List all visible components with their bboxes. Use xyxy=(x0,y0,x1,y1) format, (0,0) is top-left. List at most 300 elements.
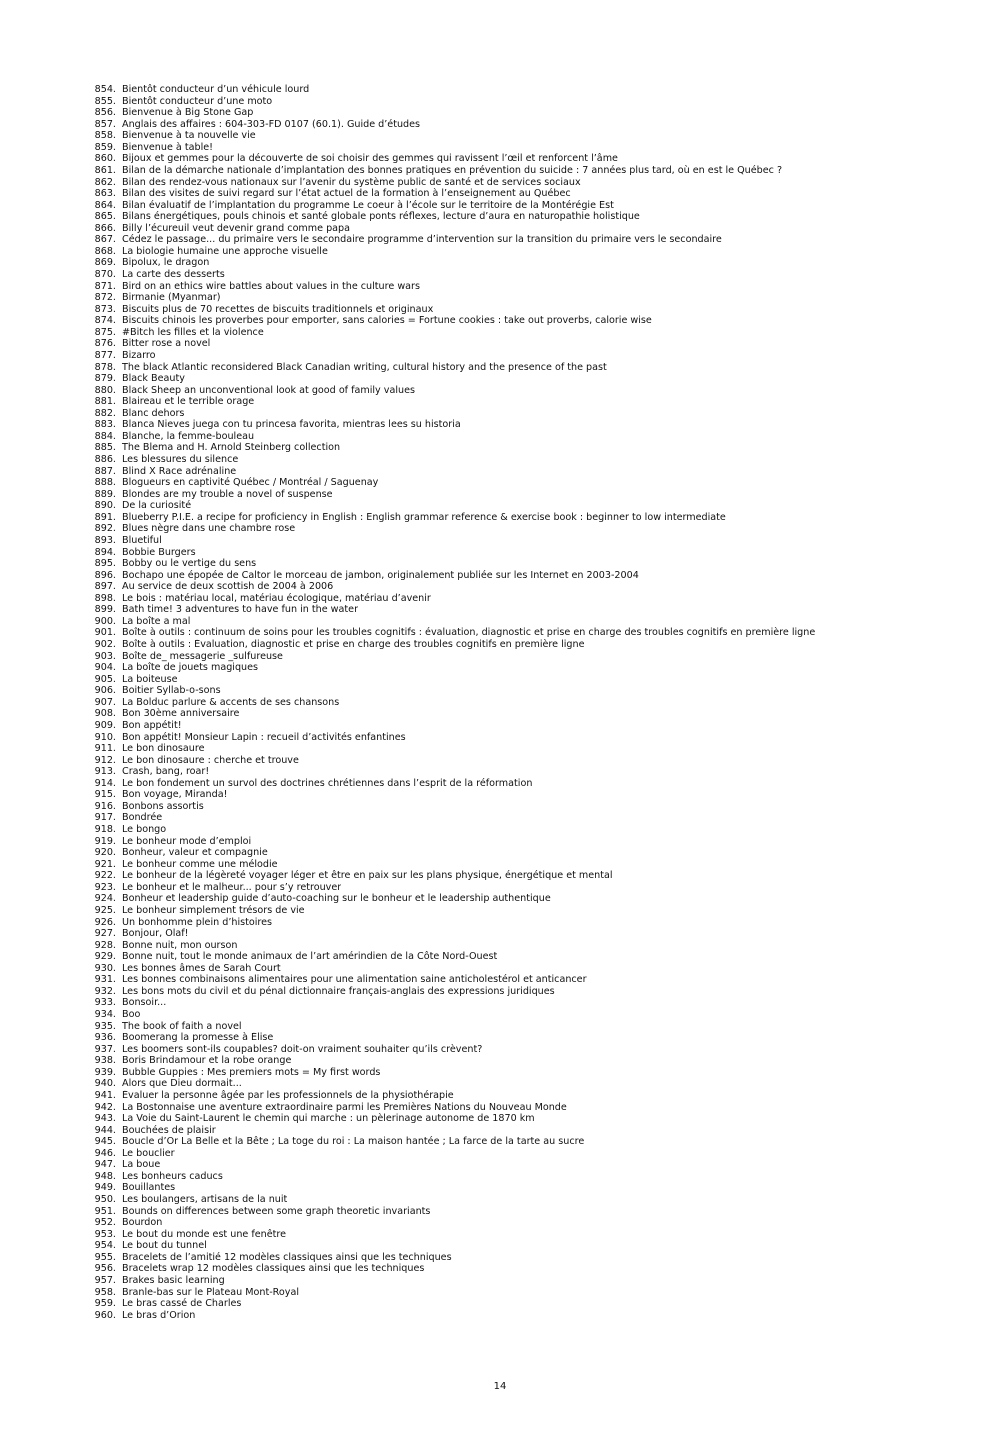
entry-title: Bracelets de l’amitié 12 modèles classiques ainsi que les techniques xyxy=(122,1251,452,1263)
entry-title: Bienvenue à table! xyxy=(122,141,213,153)
entry-title: Le bongo xyxy=(122,824,167,835)
entry-number: 958. xyxy=(94,1286,116,1298)
entry-title: Anglais des affaires : 604-303-FD 0107 (60.1). Guide d’études xyxy=(122,118,421,130)
entry-title: Boo xyxy=(122,1009,141,1020)
entry-number: 952. xyxy=(94,1217,116,1229)
list-item xyxy=(70,685,970,697)
entry-title: Bijoux et gemmes pour la découverte de soi choisir des gemmes qui ravissent l’œil et renforcent l’âme xyxy=(122,153,618,165)
entry-number: 868. xyxy=(94,245,116,257)
entry-number: 934. xyxy=(94,1009,116,1020)
list-item xyxy=(70,1206,970,1218)
list-item xyxy=(70,1240,970,1252)
entry-number: 917. xyxy=(94,812,116,824)
entry-number: 896. xyxy=(94,569,116,581)
entry-title: Bilans énergétiques, pouls chinois et santé globale ponts réflexes, lecture d’aura en naturopathie holistique xyxy=(122,211,640,223)
entry-title: Bientôt conducteur d’une moto xyxy=(122,95,273,107)
entry-title: Blanc dehors xyxy=(122,407,185,419)
entry-title: The book of faith a novel xyxy=(122,1020,242,1032)
entry-title: The black Atlantic reconsidered Black Canadian writing, cultural history and the presence of the past xyxy=(122,361,607,373)
list-item xyxy=(70,1078,970,1090)
entry-number: 911. xyxy=(94,743,116,755)
list-item xyxy=(70,917,970,929)
entry-title: Boîte à outils : continuum de soins pour les troubles cognitifs : évaluation, diagnostic et prise en charge des troubles cognitifs en première ligne xyxy=(122,627,816,639)
list-item xyxy=(70,153,970,165)
entry-title: #Bitch les filles et la violence xyxy=(122,326,264,338)
entry-number: 954. xyxy=(94,1240,116,1252)
list-item xyxy=(70,466,970,478)
entry-title: Biscuits chinois les proverbes pour emporter, sans calories = Fortune cookies : take out proverbs, calorie wise xyxy=(122,315,652,327)
entry-title: Boîte de_ messagerie _sulfureuse xyxy=(122,650,283,662)
entry-number: 905. xyxy=(94,673,116,685)
list-item xyxy=(70,304,970,316)
entry-title: Le bois : matériau local, matériau écologique, matériau d’avenir xyxy=(122,592,431,604)
entry-number: 901. xyxy=(94,627,116,639)
entry-number: 960. xyxy=(94,1309,116,1321)
list-item xyxy=(70,732,970,744)
entry-title: Bobbie Burgers xyxy=(122,546,196,558)
entry-title: Bon 30ème anniversaire xyxy=(122,708,240,720)
entry-number: 919. xyxy=(94,835,116,847)
entry-number: 892. xyxy=(94,523,116,535)
entry-number: 877. xyxy=(94,349,116,361)
entry-number: 883. xyxy=(94,419,116,431)
list-item xyxy=(70,697,970,709)
entry-title: Bon appétit! xyxy=(122,719,182,731)
list-item xyxy=(70,708,970,720)
entry-title: Bonheur, valeur et compagnie xyxy=(122,847,268,859)
entry-number: 925. xyxy=(94,904,116,916)
entry-number: 863. xyxy=(94,188,116,200)
list-item xyxy=(70,847,970,859)
entry-title: Bracelets wrap 12 modèles classiques ainsi que les techniques xyxy=(122,1263,425,1275)
entry-number: 865. xyxy=(94,211,116,223)
entry-number: 947. xyxy=(94,1159,116,1171)
entry-number: 874. xyxy=(94,315,116,327)
entry-number: 942. xyxy=(94,1101,116,1113)
entry-title: La Voie du Saint-Laurent le chemin qui marche : un pèlerinage autonome de 1870 km xyxy=(122,1113,535,1125)
list-item xyxy=(70,581,970,593)
entry-number: 921. xyxy=(94,858,116,870)
entry-number: 949. xyxy=(94,1182,116,1194)
entry-title: Bath time! 3 adventures to have fun in the water xyxy=(122,604,359,616)
entry-title: Au service de deux scottish de 2004 à 2006 xyxy=(122,581,334,593)
entry-title: Bienvenue à ta nouvelle vie xyxy=(122,130,256,142)
list-item xyxy=(70,778,970,790)
list-item xyxy=(70,616,970,628)
entry-title: Le bon dinosaure xyxy=(122,743,205,755)
entry-number: 904. xyxy=(94,662,116,674)
list-item xyxy=(70,824,970,836)
entry-number: 855. xyxy=(94,95,116,107)
entry-number: 898. xyxy=(94,592,116,604)
list-item xyxy=(70,84,970,96)
list-item xyxy=(70,1171,970,1183)
list-item xyxy=(70,327,970,339)
entry-title: Bourdon xyxy=(122,1217,163,1229)
entry-number: 886. xyxy=(94,454,116,465)
entry-title: Black Sheep an unconventional look at good of family values xyxy=(122,384,415,396)
entry-number: 879. xyxy=(94,373,116,385)
entry-title: Les bonnes âmes de Sarah Court xyxy=(122,962,281,974)
entry-number: 861. xyxy=(94,164,116,176)
entry-number: 946. xyxy=(94,1147,116,1159)
entry-number: 933. xyxy=(94,997,116,1009)
list-item xyxy=(70,1310,970,1322)
entry-number: 924. xyxy=(94,893,116,905)
list-item xyxy=(70,431,970,443)
entry-number: 948. xyxy=(94,1170,116,1182)
entry-title: De la curiosité xyxy=(122,500,192,512)
entry-title: Boris Brindamour et la robe orange xyxy=(122,1055,292,1067)
list-item xyxy=(70,188,970,200)
list-item xyxy=(70,454,970,466)
entry-title: Bilan des rendez-vous nationaux sur l’avenir du système public de santé et de services sociaux xyxy=(122,176,581,188)
entry-title: Bilan de la démarche nationale d’implantation des bonnes pratiques en prévention du suicide : 7 années plus tard, où en est le Québec ? xyxy=(122,164,783,176)
list-item xyxy=(70,1021,970,1033)
list-item xyxy=(70,246,970,258)
entry-title: Bizarro xyxy=(122,349,156,361)
entry-number: 938. xyxy=(94,1055,116,1067)
entry-number: 923. xyxy=(94,881,116,893)
list-item xyxy=(70,223,970,235)
list-item xyxy=(70,662,970,674)
list-item xyxy=(70,1182,970,1194)
list-item xyxy=(70,1148,970,1160)
entry-number: 872. xyxy=(94,292,116,304)
list-item xyxy=(70,570,970,582)
list-item xyxy=(70,165,970,177)
entry-number: 912. xyxy=(94,754,116,766)
entry-number: 909. xyxy=(94,719,116,731)
list-item xyxy=(70,1055,970,1067)
entry-number: 862. xyxy=(94,176,116,188)
list-item xyxy=(70,547,970,559)
entry-title: Les boulangers, artisans de la nuit xyxy=(122,1194,288,1205)
entry-number: 893. xyxy=(94,534,116,546)
entry-title: Bluetiful xyxy=(122,534,162,546)
list-item xyxy=(70,512,970,524)
entry-title: Blind X Race adrénaline xyxy=(122,465,237,477)
entry-number: 937. xyxy=(94,1043,116,1055)
entry-title: La Bolduc parlure & accents de ses chansons xyxy=(122,696,340,708)
entry-number: 928. xyxy=(94,939,116,951)
entry-title: Billy l’écureuil veut devenir grand comme papa xyxy=(122,222,351,234)
entry-number: 899. xyxy=(94,604,116,616)
entry-title: Le bonheur de la légèreté voyager léger et être en paix sur les plans physique, énergétique et mental xyxy=(122,870,613,882)
entry-title: Bipolux, le dragon xyxy=(122,257,210,269)
list-item xyxy=(70,859,970,871)
entry-title: Blaireau et le terrible orage xyxy=(122,396,255,408)
list-item xyxy=(70,269,970,281)
entry-number: 927. xyxy=(94,928,116,940)
entry-title: Brakes basic learning xyxy=(122,1274,225,1286)
entry-number: 932. xyxy=(94,985,116,997)
entry-title: The Blema and H. Arnold Steinberg collection xyxy=(122,442,341,454)
entry-title: Bubble Guppies : Mes premiers mots = My first words xyxy=(122,1066,381,1078)
entry-title: Bouillantes xyxy=(122,1182,176,1194)
entry-title: Le bon dinosaure : cherche et trouve xyxy=(122,754,299,766)
list-item xyxy=(70,200,970,212)
entry-title: La Bostonnaise une aventure extraordinaire parmi les Premières Nations du Nouveau Monde xyxy=(122,1101,567,1113)
entry-title: Blanche, la femme-bouleau xyxy=(122,430,255,442)
list-item xyxy=(70,419,970,431)
list-item xyxy=(70,905,970,917)
list-item xyxy=(70,1044,970,1056)
entry-number: 887. xyxy=(94,465,116,477)
list-item xyxy=(70,755,970,767)
entry-title: Black Beauty xyxy=(122,373,185,385)
list-item xyxy=(70,523,970,535)
entry-number: 940. xyxy=(94,1078,116,1090)
list-item xyxy=(70,627,970,639)
entry-title: Bienvenue à Big Stone Gap xyxy=(122,107,254,119)
entry-title: La boue xyxy=(122,1159,161,1171)
list-item xyxy=(70,281,970,293)
list-item xyxy=(70,651,970,663)
list-item xyxy=(70,986,970,998)
entry-number: 869. xyxy=(94,257,116,269)
entry-number: 871. xyxy=(94,280,116,292)
entry-title: Les bons mots du civil et du pénal dictionnaire français-anglais des expressions juridiques xyxy=(122,985,555,997)
entry-title: Le bonheur comme une mélodie xyxy=(122,858,278,870)
entry-number: 881. xyxy=(94,396,116,408)
list-item xyxy=(70,1136,970,1148)
list-item xyxy=(70,1032,970,1044)
entry-number: 944. xyxy=(94,1124,116,1136)
list-item xyxy=(70,604,970,616)
entry-title: Blogueurs en captivité Québec / Montréal / Saguenay xyxy=(122,477,379,489)
entry-number: 920. xyxy=(94,847,116,859)
entry-title: Le bonheur et le malheur... pour s’y retrouver xyxy=(122,881,342,893)
list-item xyxy=(70,142,970,154)
entry-number: 918. xyxy=(94,824,116,835)
entry-number: 955. xyxy=(94,1251,116,1263)
entry-title: Blueberry P.I.E. a recipe for proficiency in English : English grammar reference & exercise book : beginner to low intermediate xyxy=(122,511,726,523)
entry-number: 878. xyxy=(94,361,116,373)
list-item xyxy=(70,639,970,651)
entry-number: 908. xyxy=(94,708,116,720)
list-item xyxy=(70,396,970,408)
list-item xyxy=(70,836,970,848)
entry-number: 906. xyxy=(94,685,116,697)
entry-number: 873. xyxy=(94,303,116,315)
list-item xyxy=(70,177,970,189)
entry-number: 951. xyxy=(94,1205,116,1217)
list-item xyxy=(70,940,970,952)
entry-number: 941. xyxy=(94,1089,116,1101)
entry-title: Bonbons assortis xyxy=(122,800,204,812)
list-item xyxy=(70,1159,970,1171)
entry-number: 890. xyxy=(94,500,116,512)
entry-number: 897. xyxy=(94,581,116,593)
entry-number: 903. xyxy=(94,650,116,662)
entry-title: Birmanie (Myanmar) xyxy=(122,292,221,304)
entry-number: 866. xyxy=(94,222,116,234)
entry-number: 854. xyxy=(94,84,116,95)
list-item xyxy=(70,1229,970,1241)
list-item xyxy=(70,1217,970,1229)
entry-title: Le bras d’Orion xyxy=(122,1309,196,1321)
entry-title: Blues nègre dans une chambre rose xyxy=(122,523,296,535)
entry-title: Le bon fondement un survol des doctrines chrétiennes dans l’esprit de la réformation xyxy=(122,777,533,789)
entry-title: Bonjour, Olaf! xyxy=(122,928,189,940)
entry-title: Bounds on differences between some graph theoretic invariants xyxy=(122,1205,431,1217)
list-item xyxy=(70,1275,970,1287)
entry-title: Alors que Dieu dormait... xyxy=(122,1078,242,1090)
entry-title: Branle-bas sur le Plateau Mont-Royal xyxy=(122,1286,300,1298)
entry-title: Bilan des visites de suivi regard sur l’état actuel de la formation à l’enseignement au Québec xyxy=(122,188,571,200)
entry-number: 935. xyxy=(94,1020,116,1032)
entry-number: 900. xyxy=(94,615,116,627)
entry-number: 945. xyxy=(94,1136,116,1148)
entry-title: Bobby ou le vertige du sens xyxy=(122,558,257,570)
list-item xyxy=(70,315,970,327)
entry-number: 859. xyxy=(94,141,116,153)
entry-number: 857. xyxy=(94,118,116,130)
entry-number: 916. xyxy=(94,800,116,812)
list-item xyxy=(70,1298,970,1310)
entry-title: Bonheur et leadership guide d’auto-coaching sur le bonheur et le leadership authentique xyxy=(122,893,551,905)
entry-number: 914. xyxy=(94,777,116,789)
entry-title: Crash, bang, roar! xyxy=(122,766,210,778)
entry-number: 936. xyxy=(94,1032,116,1044)
entry-number: 959. xyxy=(94,1298,116,1310)
entry-title: Cédez le passage... du primaire vers le secondaire programme d’intervention sur la transition du primaire vers le secondaire xyxy=(122,234,722,246)
entry-number: 860. xyxy=(94,153,116,165)
entry-number: 953. xyxy=(94,1228,116,1240)
entry-number: 856. xyxy=(94,107,116,119)
list-item xyxy=(70,801,970,813)
list-item xyxy=(70,882,970,894)
list-item xyxy=(70,119,970,131)
list-item xyxy=(70,338,970,350)
entry-number: 902. xyxy=(94,639,116,650)
list-item xyxy=(70,1125,970,1137)
entry-number: 895. xyxy=(94,558,116,570)
entry-number: 876. xyxy=(94,338,116,350)
entry-number: 867. xyxy=(94,234,116,246)
list-item xyxy=(70,720,970,732)
entry-number: 884. xyxy=(94,430,116,442)
entry-title: Bon appétit! Monsieur Lapin : recueil d’activités enfantines xyxy=(122,731,406,743)
entry-number: 885. xyxy=(94,442,116,454)
list-item xyxy=(70,558,970,570)
list-item xyxy=(70,1067,970,1079)
entry-number: 907. xyxy=(94,696,116,708)
entry-number: 891. xyxy=(94,511,116,523)
entry-title: Le bouclier xyxy=(122,1147,175,1159)
entry-number: 910. xyxy=(94,731,116,743)
entry-title: Le bout du tunnel xyxy=(122,1240,207,1252)
entry-title: Blondes are my trouble a novel of suspense xyxy=(122,488,333,500)
list-item xyxy=(70,385,970,397)
list-item xyxy=(70,234,970,246)
entry-number: 939. xyxy=(94,1066,116,1078)
entry-title: Le bout du monde est une fenêtre xyxy=(122,1228,287,1240)
list-item xyxy=(70,489,970,501)
list-item xyxy=(70,477,970,489)
list-item xyxy=(70,1102,970,1114)
entry-number: 882. xyxy=(94,407,116,419)
entry-title: Bonsoir... xyxy=(122,997,167,1009)
page-number: 14 xyxy=(493,1381,507,1392)
list-item xyxy=(70,1252,970,1264)
list-item xyxy=(70,743,970,755)
entry-title: La biologie humaine une approche visuelle xyxy=(122,245,328,257)
list-item xyxy=(70,893,970,905)
list-item xyxy=(70,373,970,385)
entry-title: Bonne nuit, mon ourson xyxy=(122,939,238,951)
entry-number: 913. xyxy=(94,766,116,778)
entry-title: Bochapo une épopée de Caltor le morceau de jambon, originalement publiée sur les Internet en 2003-2004 xyxy=(122,569,639,581)
entry-number: 889. xyxy=(94,488,116,500)
entry-number: 888. xyxy=(94,477,116,489)
list-item xyxy=(70,1194,970,1206)
list-item xyxy=(70,292,970,304)
entry-number: 864. xyxy=(94,199,116,211)
entry-title: Bird on an ethics wire battles about values in the culture wars xyxy=(122,280,420,292)
list-item xyxy=(70,130,970,142)
entry-number: 931. xyxy=(94,974,116,986)
list-item xyxy=(70,408,970,420)
list-item xyxy=(70,350,970,362)
entry-number: 894. xyxy=(94,546,116,558)
list-item xyxy=(70,674,970,686)
list-item xyxy=(70,963,970,975)
list-item xyxy=(70,1009,970,1021)
list-item xyxy=(70,96,970,108)
list-item xyxy=(70,211,970,223)
entry-title: Bilan évaluatif de l’implantation du programme Le coeur à l’école sur le territoire de la Montérégie Est xyxy=(122,199,614,211)
entry-number: 875. xyxy=(94,326,116,338)
entry-title: Bouchées de plaisir xyxy=(122,1124,216,1136)
title-list xyxy=(70,84,970,1321)
entry-title: La boîte a mal xyxy=(122,615,191,627)
entry-number: 858. xyxy=(94,130,116,142)
entry-title: Le bras cassé de Charles xyxy=(122,1298,242,1310)
entry-title: Boucle d’Or La Belle et la Bête ; La toge du roi : La maison hantée ; La farce de la tarte au sucre xyxy=(122,1136,585,1148)
list-item xyxy=(70,766,970,778)
entry-title: La carte des desserts xyxy=(122,269,225,280)
entry-title: La boiteuse xyxy=(122,673,178,685)
entry-title: Les boomers sont-ils coupables? doit-on vraiment souhaiter qu’ils crèvent? xyxy=(122,1043,483,1055)
entry-title: Le bonheur mode d’emploi xyxy=(122,835,252,847)
entry-number: 922. xyxy=(94,870,116,882)
list-item xyxy=(70,1090,970,1102)
entry-title: Évaluer la personne âgée par les professionnels de la physiothérapie xyxy=(122,1089,454,1101)
entry-title: Les bonnes combinaisons alimentaires pour une alimentation saine anticholestérol et anticancer xyxy=(122,974,587,986)
entry-number: 870. xyxy=(94,269,116,280)
entry-title: Bon voyage, Miranda! xyxy=(122,789,228,801)
entry-title: Boomerang la promesse à Élise xyxy=(122,1032,274,1044)
entry-number: 956. xyxy=(94,1263,116,1275)
entry-title: Blanca Nieves juega con tu princesa favorita, mientras lees su historia xyxy=(122,419,461,431)
entry-number: 929. xyxy=(94,951,116,963)
entry-title: Biscuits plus de 70 recettes de biscuits traditionnels et originaux xyxy=(122,303,434,315)
entry-title: Bonne nuit, tout le monde animaux de l’art amérindien de la Côte Nord-Ouest xyxy=(122,951,498,963)
list-item xyxy=(70,535,970,547)
entry-number: 957. xyxy=(94,1274,116,1286)
entry-number: 950. xyxy=(94,1194,116,1205)
list-item xyxy=(70,870,970,882)
entry-title: Les bonheurs caducs xyxy=(122,1170,223,1182)
list-item xyxy=(70,500,970,512)
entry-title: Bitter rose a novel xyxy=(122,338,211,350)
list-item xyxy=(70,107,970,119)
list-item xyxy=(70,812,970,824)
entry-title: Bondrée xyxy=(122,812,163,824)
entry-title: Bientôt conducteur d’un véhicule lourd xyxy=(122,84,310,95)
